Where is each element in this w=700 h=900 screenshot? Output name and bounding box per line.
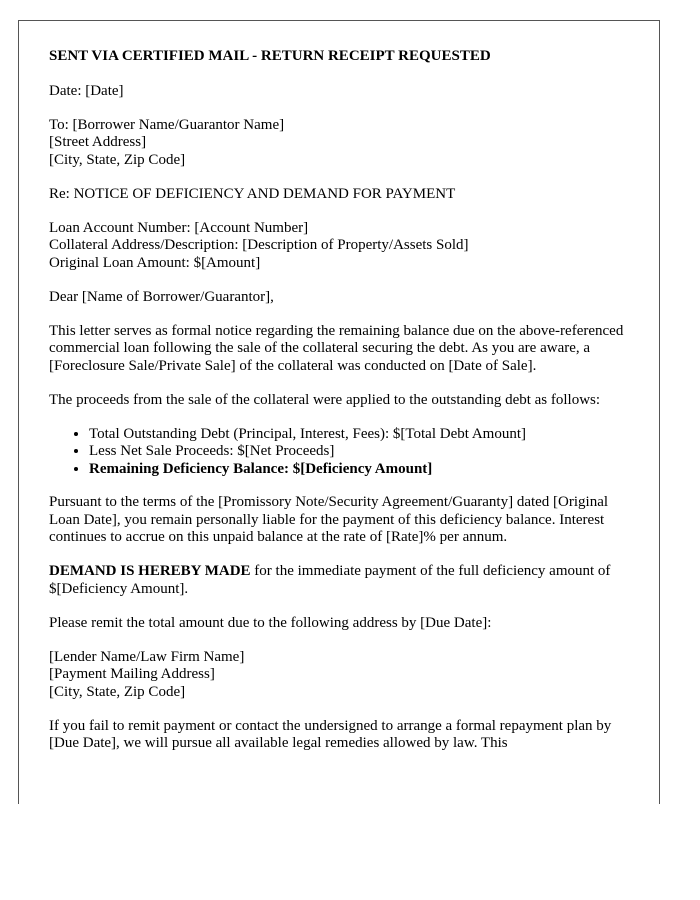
salutation: Dear [Name of Borrower/Guarantor], <box>49 288 274 305</box>
recipient-street: [Street Address] <box>49 134 147 150</box>
lender-name: [Lender Name/Law Firm Name] <box>49 648 245 665</box>
paragraph-notice: This letter serves as formal notice regarding the remaining balance due on the above-referenced commercial loan following the sale of the collateral securing the debt. As you are aware, a [Foreclosure Sale/Private Sale] of the collateral was conducted on [Date of Sale]. <box>49 322 624 374</box>
letter-body <box>19 21 659 753</box>
paragraph-remit: Please remit the total amount due to the following address by [Due Date]: <box>49 614 492 631</box>
recipient-address <box>49 117 629 170</box>
remit-address <box>49 649 629 702</box>
remit-city: [City, State, Zip Code] <box>49 683 186 700</box>
loan-account-number: Loan Account Number: [Account Number] <box>49 219 309 236</box>
demand-bold: DEMAND IS HEREBY MADE <box>49 563 251 579</box>
list-item-net-proceeds: • Less Net Sale Proceeds: $[Net Proceeds] <box>89 443 629 461</box>
paragraph-liability: Pursuant to the terms of the [Promissory Note/Security Agreement/Guaranty] dated [Original Loan Date], you remain personally liable for the payment of this deficiency balance. Interest continues to accrue on this unpaid balance at the rate of [Rate]% per annum. <box>49 494 609 545</box>
balance-list <box>49 426 629 479</box>
demand-text: for the immediate payment of the full deficiency amount of $[Deficiency Amount]. <box>49 563 611 597</box>
collateral-description: Collateral Address/Description: [Description of Property/Assets Sold] <box>49 237 469 253</box>
list-item-deficiency <box>89 461 629 479</box>
loan-info <box>49 220 629 273</box>
deficiency-balance: Remaining Deficiency Balance: $[Deficiency Amount] <box>89 460 433 477</box>
paragraph-consequences: If you fail to remit payment or contact the undersigned to arrange a formal repayment plan by [Due Date], we will pursue all available legal remedies allowed by law. This <box>49 717 612 751</box>
letter-date: Date: [Date] <box>49 82 124 99</box>
letter-page <box>18 20 660 804</box>
list-item-total-debt: • Total Outstanding Debt (Principal, Interest, Fees): $[Total Debt Amount] <box>89 426 629 444</box>
paragraph-proceeds: The proceeds from the sale of the collateral were applied to the outstanding debt as follows: <box>49 391 601 408</box>
original-loan-amount: Original Loan Amount: $[Amount] <box>49 254 261 271</box>
recipient-name: To: [Borrower Name/Guarantor Name] <box>49 116 285 133</box>
letter-header: SENT VIA CERTIFIED MAIL - RETURN RECEIPT REQUESTED <box>49 48 491 64</box>
subject-line: Re: NOTICE OF DEFICIENCY AND DEMAND FOR PAYMENT <box>49 185 456 202</box>
payment-mailing-address: [Payment Mailing Address] <box>49 666 215 682</box>
recipient-city: [City, State, Zip Code] <box>49 151 186 168</box>
paragraph-demand <box>49 563 629 598</box>
